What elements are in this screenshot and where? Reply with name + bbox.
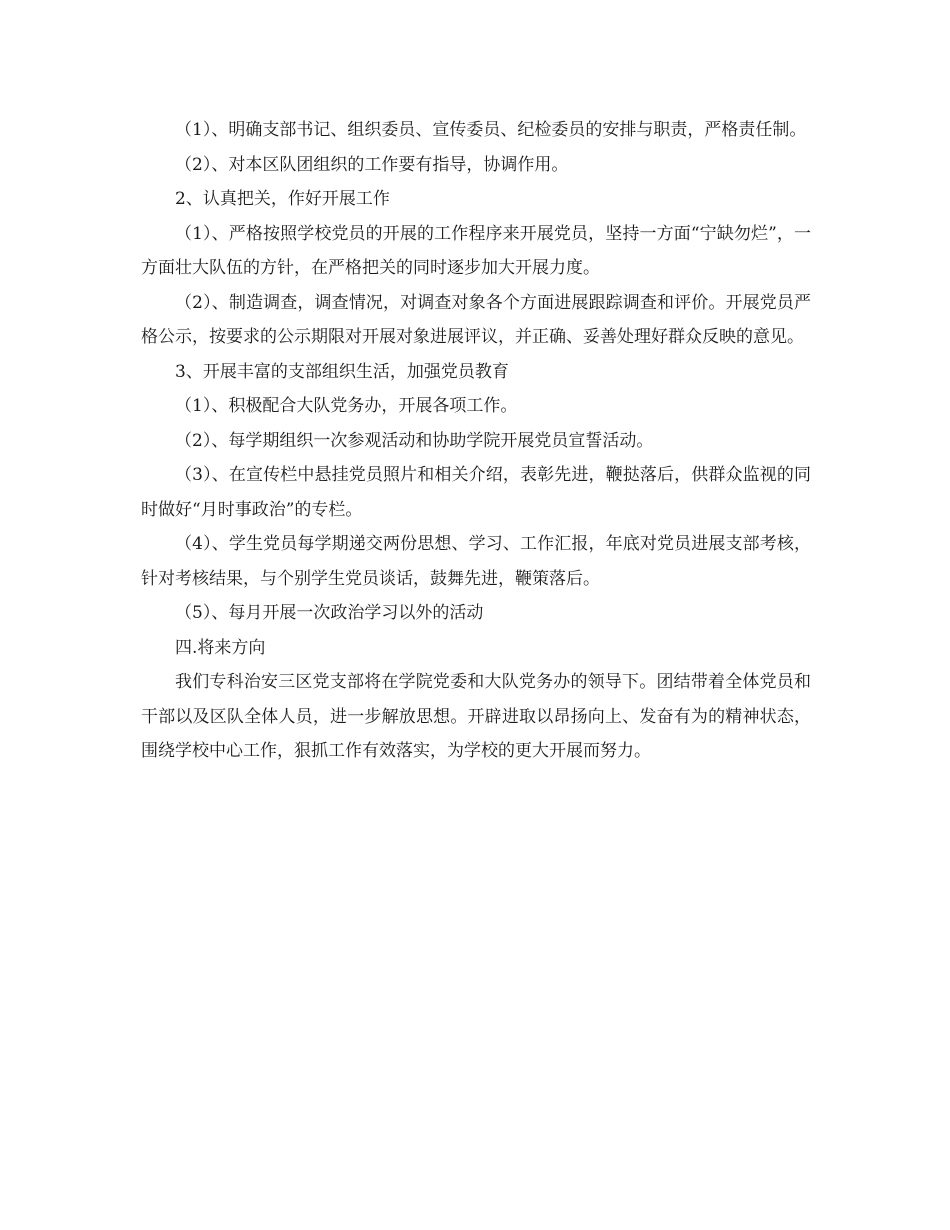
section-heading-branch-activities: 3、开展丰富的支部组织生活，加强党员教育: [175, 361, 509, 382]
paragraph-monthly-activity: （5）、每月开展一次政治学习以外的活动: [175, 603, 484, 623]
paragraph-youth-league-guidance: （2）、对本区队团组织的工作要有指导，协调作用。: [175, 154, 569, 175]
section-heading-future-direction: 四.将来方向: [175, 637, 266, 658]
paragraph-visit-oath: （2）、每学期组织一次参观活动和协助学院开展党员宣誓活动。: [175, 430, 654, 451]
paragraph-investigation: （2）、制造调查，调查情况，对调查对象各个方面进展跟踪调查和评价。开展党员严格公示，按要求的公示期限对开展对象进展评议，并正确、妥善处理好群众反映的意见。: [141, 292, 811, 347]
section-heading-recruitment: 2、认真把关，作好开展工作: [175, 189, 390, 209]
paragraph-bulletin-board: （3）、在宣传栏中悬挂党员照片和相关介绍，表彰先进，鞭挞落后，供群众监视的同时做好“月时事政治”的专栏。: [141, 465, 811, 520]
document-body: [141, 113, 811, 769]
paragraph-duty-assignment: （1）、明确支部书记、组织委员、宣传委员、纪检委员的安排与职责，严格责任制。: [175, 120, 807, 140]
paragraph-reports-assessment: （4）、学生党员每学期递交两份思想、学习、工作汇报，年底对党员进展支部考核，针对考核结果，与个别学生党员谈话，鼓舞先进，鞭策落后。: [141, 534, 811, 589]
paragraph-recruitment-procedure: （1）、严格按照学校党员的开展的工作程序来开展党员，坚持一方面“宁缺勿烂”，一方面壮大队伍的方针，在严格把关的同时逐步加大开展力度。: [141, 223, 811, 278]
paragraph-cooperate-office: （1）、积极配合大队党务办，开展各项工作。: [175, 396, 518, 416]
paragraph-conclusion: 我们专科治安三区党支部将在学院党委和大队党务办的领导下。团结带着全体党员和干部以及区队全体人员，进一步解放思想。开辟进取以昂扬向上、发奋有为的精神状态，围绕学校中心工作，狠抓工作有效落实，为学校的更大开展而努力。: [141, 672, 811, 761]
